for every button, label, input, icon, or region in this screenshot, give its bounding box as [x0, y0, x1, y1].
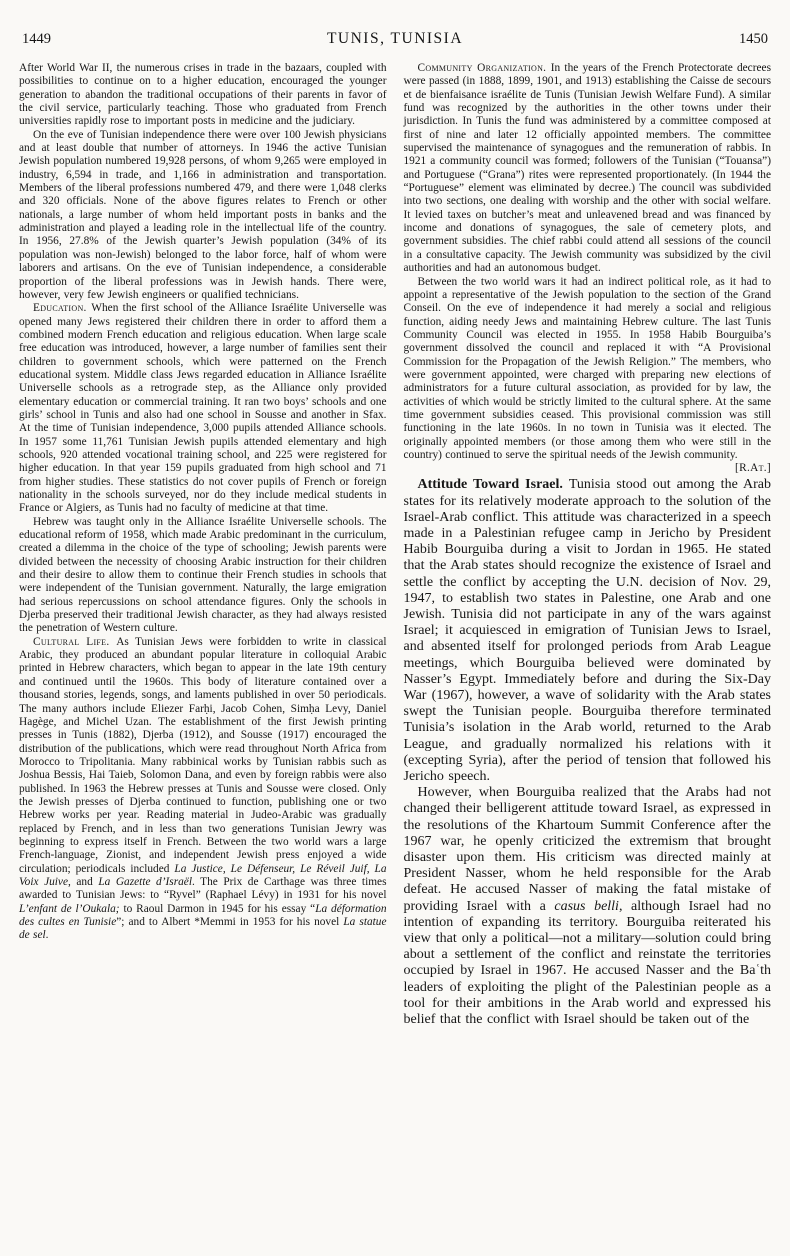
- paragraph: [19, 516, 387, 636]
- running-title: TUNIS, TUNISIA: [326, 30, 464, 47]
- text-segment: After World War II, the numerous crises in trade in the bazaars, coupled with possibilities to continue on to a higher education, encouraged the younger generation to abandon the traditional occupations of their parents in favor of the civil service, particularly teaching. Those who graduated from French universities rapidly rose to important posts in medicine and the judiciary.: [19, 62, 387, 128]
- text-segment: In the years of the French Protectorate decrees were passed (in 1888, 1899, 1901, and 1913) establishing the Caisse de secours et de bienfaisance israélite de Tunis (Tunisian Jewish Welfare Fund). A similar fund was recognized by the authorities in the other towns under their jurisdiction. In Tunis the fund was administered by a committee composed at first of nine and later 12 officially appointed members. The committee supervised the maintenance of synagogues and the remuneration of rabbis. In 1921 a community council was formed; followers of the Tunisian (“Touansa”) and Portuguese (“Grana”) rites were represented proportionately. (In 1944 the “Portuguese” element was eliminated by decree.) The council was subdivided into two sections, one dealing with worship and the other with social welfare. It levied taxes on butcher’s meat and unleavened bread and was financed by income and donations of synagogues, the sale of cemetery plots, and government subsidies. The chief rabbi could attend all sessions of the council in a consultative capacity. The Jewish community was subsidized by the civil authorities and had an autonomous budget.: [403, 62, 771, 275]
- paragraph: [404, 62, 772, 276]
- text-segment: Education.: [33, 302, 92, 315]
- left-column: [19, 62, 387, 1028]
- paragraph: [19, 129, 387, 302]
- text-segment: , and: [68, 875, 99, 888]
- text-segment: As Tunisian Jews were forbidden to write in classical Arabic, they produced an abundant popular literature in colloquial Arabic printed in Hebrew characters, which began to appear in the late 19th century and continued until the 1960s. This body of literature contained over a thousand stories, legends, songs, and laments published in over 50 periodicals. The many authors include Eliezer Farḥi, Jacob Cohen, Simḥa Levy, Daniel Hagège, and Michel Uzan. The establishment of the first Jewish printing presses in Tunis (1882), Djerba (1912), and Sousse (1917) encouraged the distribution of the publications, which were read throughout North Africa from Morocco to Tripolitania. Many rabbinical works by Tunisian rabbis such as Joshua Bessis, Hai Taieb, Solomon Dana, and even by foreign rabbis were also published. In 1963 the Hebrew presses at Tunis and Sousse were closed. Only the Jewish presses of Djerba continued to function, publishing one or two Hebrew works per year. Reading material in Judeo-Arabic was gradually replaced by French, and in less than two generations Tunisian Jewry was beginning to express itself in French. Between the two world wars a large French-language, Zionist, and independent Jewish press enjoyed a wide circulation; periodicals included: [19, 635, 387, 875]
- text-segment: to Raoul Darmon in 1945 for his essay “: [119, 902, 316, 915]
- paragraph: [19, 302, 387, 516]
- paragraph: [404, 477, 772, 785]
- text-segment: La Justice, Le Défenseur, Le Réveil Juif, La Voix Juive: [19, 862, 387, 888]
- text-segment: Community Organization.: [417, 62, 551, 74]
- text-segment: ”; and to Albert *Memmi in 1953 for his novel: [116, 916, 344, 928]
- text-segment: Attitude Toward Israel.: [417, 477, 569, 493]
- page-header: [0, 0, 790, 56]
- text-segment: . The Prix de Carthage was three times awarded to Tunisian Jews: to “Ryvel” (Raphael Lévy) in 1931 for his novel: [19, 875, 387, 902]
- paragraph: [19, 636, 387, 943]
- text-segment: La déformation des cultes en Tunisie: [19, 902, 387, 928]
- text-segment: La Gazette d’Israël: [98, 875, 192, 888]
- two-column-body: [0, 56, 790, 1048]
- text-segment: Between the two world wars it had an indirect political role, as it had to appoint a representative of the Jewish population to the section of the Grand Conseil. On the eve of independence it had merely a social and religious function, aiding needy Jews and maintaining Hebrew culture. The last Tunis Community Council was elected in 1955. In 1958 Habib Bourguiba’s government dissolved the council and replaced it with “A Provisional Commission for the Propagation of the Jewish Religion.” The members, who were government appointed, were charged with preparing new elections of administrators for a future cultural association, as provided for by law, the activities of which would be strictly limited to the cultural sphere. At the same time government subsidies ceased. This provisional commission was still functioning in the late 1960s. In no town in Tunisia was it elected. The originally appointed members (or those among them who were still in the country) continued to serve the spiritual needs of the Jewish community.: [403, 275, 771, 461]
- text-segment: Tunisia stood out among the Arab states for its relatively moderate approach to the solution of the Israel-Arab conflict. This attitude was characterized in a speech made in a Palestinian refugee camp in Jericho by President Habib Bourguiba during a visit to Jordan in 1965. He stated that the Arab states should recognize the existence of Israel and settle the conflict by accepting the U.N. decision of Nov. 29, 1947, to establish two states in Palestine, one Arab and one Jewish. Tunisia did not participate in any of the wars against Israel; it acquiesced in emigration of Tunisian Jews to Israel, and absented itself for prolonged periods from Arab League meetings, which Bourguiba believed were dominated by Nasser’s Egypt. Immediately before and during the Six-Day War (1967), however, a wave of solidarity with the Arab states swept the Tunisian people. Bourguiba therefore terminated Tunisia’s isolation in the Arab world, returned to the Arab League, and gradually normalized his relations with it (excepting Syria), after the period of tension that followed his Jericho speech.: [403, 477, 771, 784]
- text-segment: casus belli: [554, 898, 619, 914]
- text-segment: La statue de sel: [19, 916, 387, 942]
- paragraph: [19, 62, 387, 129]
- text-segment: When the first school of the Alliance Israélite Universelle was opened many Jews registered their children there in order to afford them a combined modern French education and religious education. When large scale free education was introduced, however, a large number of families sent their children to government schools, which were patterned on the French educational system. Middle class Jews regarded education in Alliance Israélite Universelle schools as a retrograde step, as the Alliance only provided elementary education or commercial training. It ran two boys’ schools and one girls’ school in Tunis and also had one school in Sousse and another in Sfax. At the time of Tunisian independence, 3,000 pupils attended Alliance schools. In 1957 some 11,761 Tunisian Jewish pupils attended elementary and high schools, 920 attended vocational training school, and 225 were registered for higher education. In that year 159 pupils graduated from high school and 71 from higher studies. These statistics do not cover pupils of French or foreign nationality in the schools surveyed, nor do they include medical students in France or Algiers, as Tunis had no faculty of medicine at that time.: [19, 302, 387, 515]
- left-page-number: 1449: [22, 31, 51, 47]
- text-segment: .: [45, 929, 49, 942]
- text-segment: On the eve of Tunisian independence there were over 100 Jewish physicians and at least double that number of attorneys. In 1946 the active Tunisian Jewish population numbered 19,928 persons, of whom 9,265 were employed in industry, 6,594 in trade, and 1,166 in administration and transportation. Members of the liberal professions numbered 479, and there were 1,048 clerks and 320 officials. None of the above figures relates to French or other nationals, a large number of whom held important posts in banks and the administration and played a leading role in the intellectual life of the country. In 1956, 27.8% of the Jewish quarter’s Jewish population (34% of its population was non-Jewish) belonged to the labor force, half of whom were laborers and artisans. On the eve of Tunisian independence, a considerable proportion of the liberal professions was in Jewish hands. There were, however, very few Jewish engineers or qualified technicians.: [19, 128, 387, 301]
- right-page-number: 1450: [738, 31, 768, 47]
- text-segment: Hebrew was taught only in the Alliance Israélite Universelle schools. The educational reform of 1958, which made Arabic predominant in the curriculum, created a dilemma in the choice of the type of schooling; Jewish parents were divided between the necessity of choosing Arabic instruction for their children and their desire to allow them to continue their French studies in schools that were independent of the Tunisian government. Naturally, the large emigration had serious repercussions on school attendance figures. Only the schools in Djerba preserved their traditional Jewish character, as they had always resisted the penetration of Western culture.: [19, 515, 387, 635]
- right-column: [404, 62, 772, 1028]
- text-segment: L’enfant de l’Oukala;: [19, 902, 120, 915]
- text-segment: , although Israel had no intention of expanding its territory. Bourguiba reiterated his view that only a political—not a military—solution could bring about a settlement of the conflict and reinstate the territories occupied by Israel in 1967. He accused Nasser and the Baʿth leaders of exploiting the plight of the Palestinian people as a tool for their ambitions in the Arab world and expressed his belief that the conflict with Israel should be taken out of the: [403, 898, 771, 1028]
- text-segment: However, when Bourguiba realized that the Arabs had not changed their belligerent attitude toward Israel, as expressed in the resolutions of the Khartoum Summit Conference after the 1967 war, he openly criticized the extremism that brought disaster upon them. His criticism was directed mainly at President Nasser, whom he held responsible for the Arab defeat. He accused Nasser of making the fatal mistake of providing Israel with a: [403, 785, 771, 914]
- text-segment: Cultural Life.: [33, 635, 117, 648]
- paragraph: [404, 785, 772, 1028]
- author-signature: [R.At.]: [735, 462, 771, 475]
- paragraph: [403, 275, 772, 475]
